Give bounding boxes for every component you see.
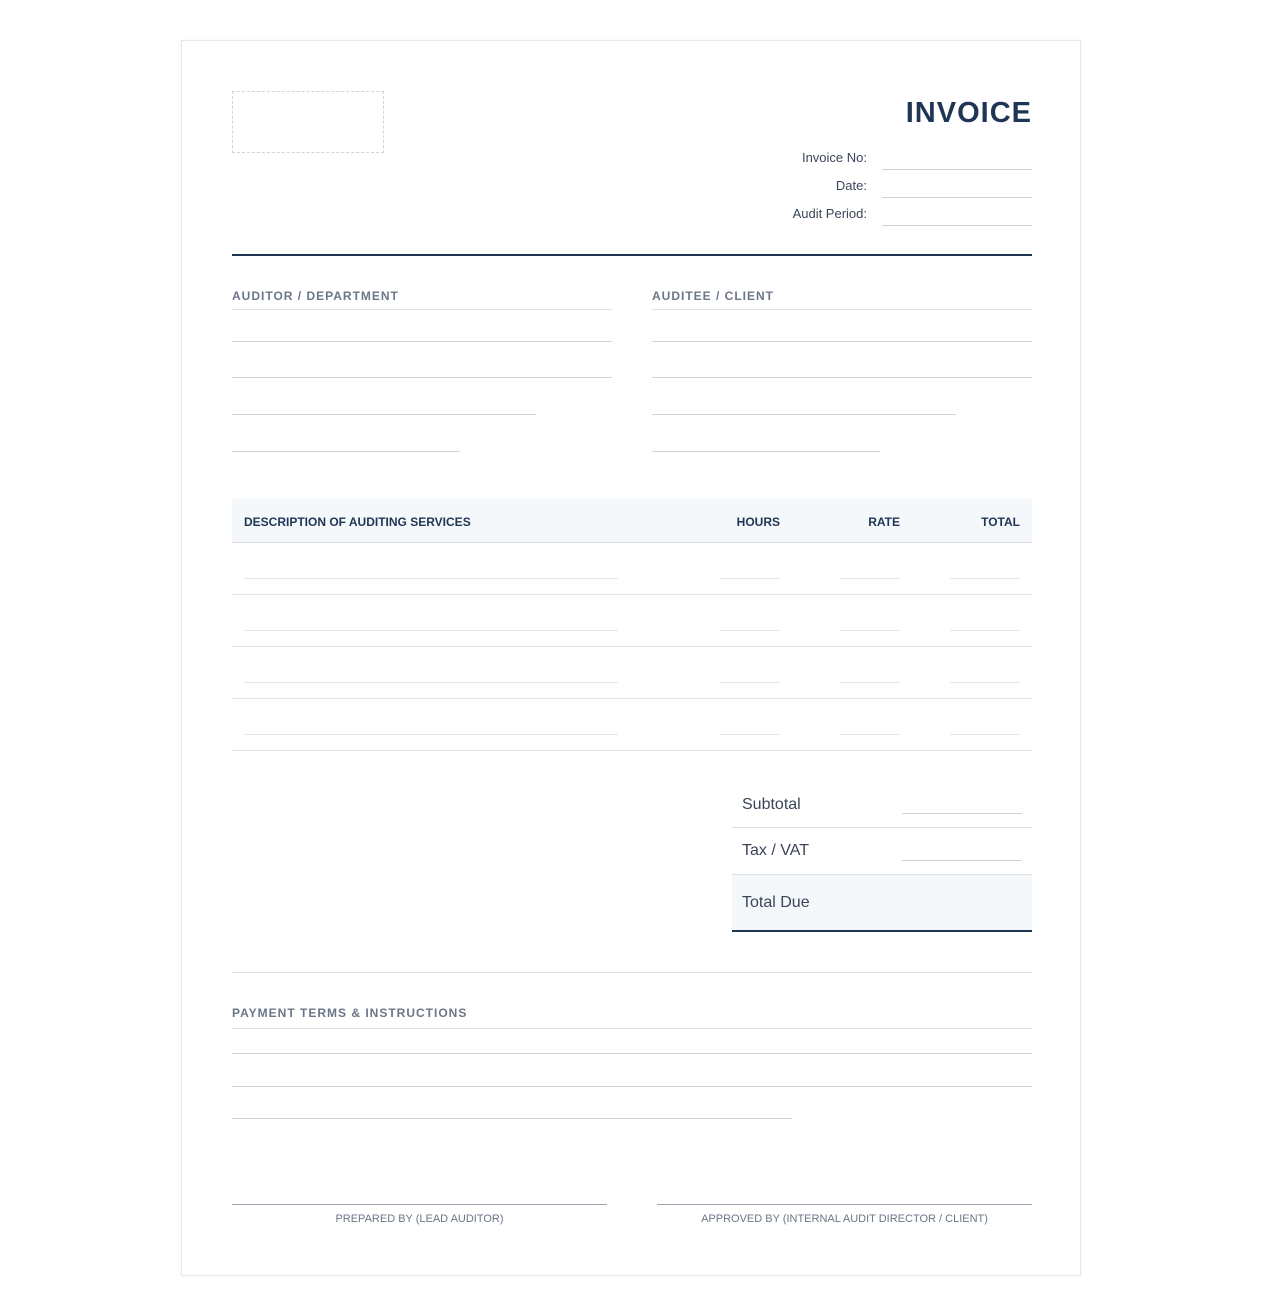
table-row	[232, 699, 1032, 751]
header-divider	[232, 254, 1032, 256]
col-rate: RATE	[868, 515, 900, 529]
description-field[interactable]	[244, 578, 618, 579]
total-field[interactable]	[950, 578, 1020, 579]
rate-field[interactable]	[840, 630, 900, 631]
tax-row	[732, 828, 1032, 875]
description-field[interactable]	[244, 630, 618, 631]
total-due-row	[732, 875, 1032, 932]
approved-by-label: APPROVED BY (INTERNAL AUDIT DIRECTOR / CLIENT)	[701, 1213, 988, 1225]
auditor-line-2[interactable]	[232, 377, 612, 378]
hours-field[interactable]	[720, 630, 780, 631]
rate-field[interactable]	[840, 734, 900, 735]
invoice-title: INVOICE	[905, 97, 1032, 129]
tax-label: Tax / VAT	[742, 842, 809, 859]
auditee-line-1[interactable]	[652, 341, 1032, 342]
date-field[interactable]	[882, 197, 1032, 198]
meta-audit-period	[632, 206, 1032, 226]
auditee-block	[652, 289, 1032, 310]
services-table-header	[232, 499, 1032, 543]
hours-field[interactable]	[720, 578, 780, 579]
meta-invoice-no	[632, 150, 1032, 170]
rate-field[interactable]	[840, 682, 900, 683]
logo-placeholder[interactable]	[232, 91, 384, 153]
col-hours: HOURS	[736, 515, 780, 529]
col-description: DESCRIPTION OF AUDITING SERVICES	[244, 515, 471, 529]
auditee-title: AUDITEE / CLIENT	[652, 289, 1032, 310]
prepared-by-signature	[232, 1204, 607, 1225]
subtotal-row	[732, 784, 1032, 828]
auditor-title: AUDITOR / DEPARTMENT	[232, 289, 612, 310]
rate-field[interactable]	[840, 578, 900, 579]
tax-field[interactable]	[902, 860, 1022, 861]
col-total: TOTAL	[981, 515, 1020, 529]
table-row	[232, 543, 1032, 595]
description-field[interactable]	[244, 682, 618, 683]
auditor-line-1[interactable]	[232, 341, 612, 342]
meta-date	[632, 178, 1032, 198]
hours-field[interactable]	[720, 734, 780, 735]
prepared-by-line[interactable]	[232, 1204, 607, 1205]
payment-terms-title: PAYMENT TERMS & INSTRUCTIONS	[232, 1006, 1032, 1029]
total-due-label: Total Due	[742, 894, 810, 911]
invoice-no-label: Invoice No:	[801, 150, 867, 165]
approved-by-signature	[657, 1204, 1032, 1225]
auditee-line-2[interactable]	[652, 377, 1032, 378]
subtotal-field[interactable]	[902, 813, 1022, 814]
auditee-line-3[interactable]	[652, 414, 956, 415]
auditee-line-4[interactable]	[652, 451, 880, 452]
payment-line-2[interactable]	[232, 1086, 1032, 1087]
audit-period-field[interactable]	[882, 225, 1032, 226]
hours-field[interactable]	[720, 682, 780, 683]
auditor-line-3[interactable]	[232, 414, 536, 415]
invoice-no-field[interactable]	[882, 169, 1032, 170]
table-row	[232, 595, 1032, 647]
invoice-page	[181, 40, 1081, 1276]
description-field[interactable]	[244, 734, 618, 735]
approved-by-line[interactable]	[657, 1204, 1032, 1205]
date-label: Date:	[835, 178, 867, 193]
total-field[interactable]	[950, 630, 1020, 631]
table-row	[232, 647, 1032, 699]
payment-divider	[232, 972, 1032, 973]
auditor-line-4[interactable]	[232, 451, 460, 452]
subtotal-label: Subtotal	[742, 796, 801, 813]
prepared-by-label: PREPARED BY (LEAD AUDITOR)	[335, 1213, 504, 1225]
payment-line-1[interactable]	[232, 1053, 1032, 1054]
auditor-block	[232, 289, 612, 310]
total-field[interactable]	[950, 682, 1020, 683]
audit-period-label: Audit Period:	[792, 206, 867, 221]
total-field[interactable]	[950, 734, 1020, 735]
payment-line-3[interactable]	[232, 1118, 792, 1119]
